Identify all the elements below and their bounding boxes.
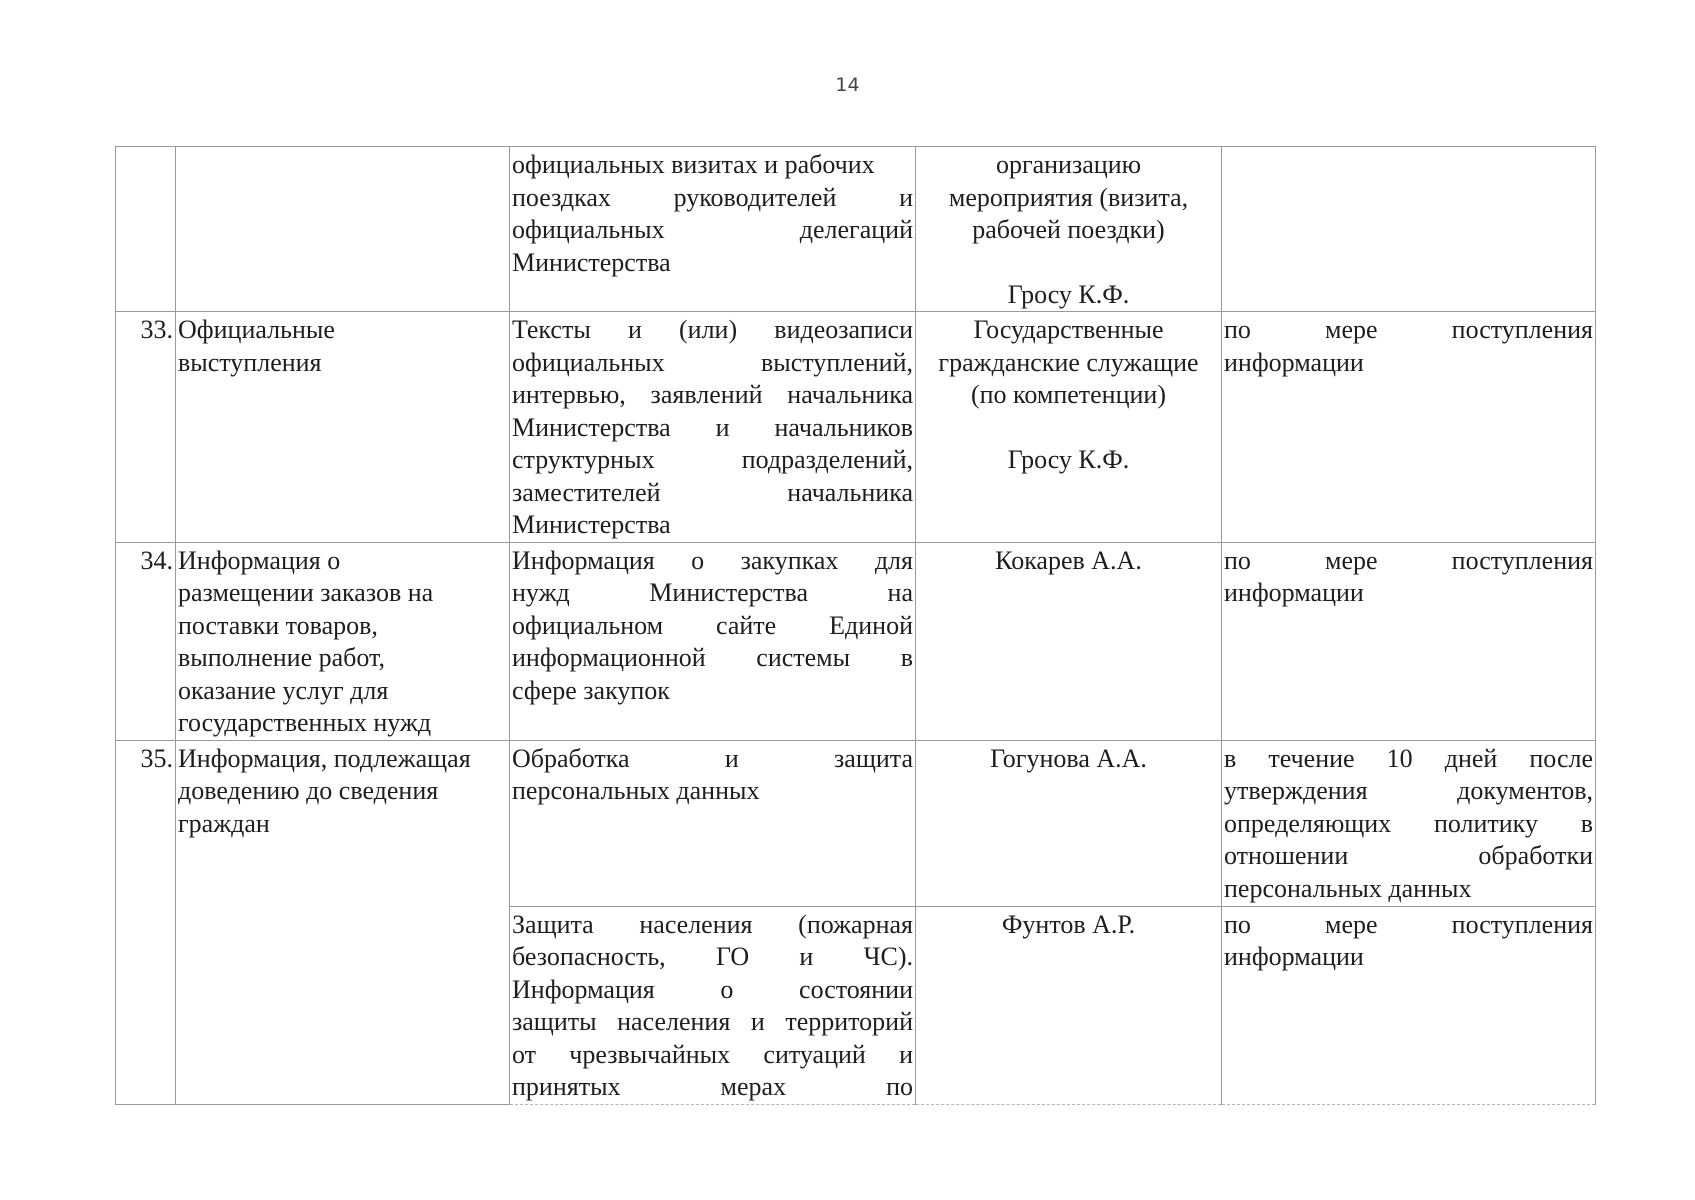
title-line: выступления — [178, 347, 322, 377]
title-line: Информация о — [178, 545, 341, 575]
title-line: оказание услуг для — [178, 675, 389, 705]
content-line: заместителей начальника — [512, 477, 913, 507]
responsible-line: (по компетенции) — [970, 380, 1166, 409]
content-line: Информация о закупках для — [512, 545, 913, 575]
row-number-cell — [116, 147, 176, 312]
content-line: Министерства — [512, 510, 671, 539]
period-line: утверждения документов, — [1224, 776, 1593, 805]
responsible-name: Гросу К.Ф. — [1007, 279, 1130, 309]
period-line: персональных данных — [1224, 873, 1472, 903]
period-line: по мере поступления — [1224, 545, 1593, 575]
content-line: информационной системы в — [512, 643, 913, 672]
row-number-cell: 35. — [116, 740, 176, 1104]
content-line: интервью, заявлений начальника — [512, 380, 913, 409]
title-line: граждан — [178, 808, 270, 838]
responsible-line: гражданские служащие — [938, 347, 1199, 377]
content-line: безопасность, ГО и ЧС). — [512, 942, 913, 971]
table-row — [116, 542, 1596, 740]
responsible-name: Фунтов А.Р. — [1001, 909, 1136, 939]
title-line: государственных нужд — [178, 708, 432, 737]
content-line: принятых мерах по — [512, 1072, 913, 1101]
row-period-cell — [1222, 312, 1596, 543]
content-line: поездках руководителей и — [512, 182, 913, 212]
period-line: по мере поступления — [1224, 909, 1593, 939]
content-line: от чрезвычайных ситуаций и — [512, 1039, 913, 1069]
row-period-cell — [1222, 147, 1596, 312]
row-responsible-cell — [916, 906, 1222, 1104]
content-line: Министерства — [512, 247, 671, 277]
document-table — [115, 146, 1596, 1105]
period-line: отношении обработки — [1224, 841, 1593, 870]
title-line: выполнение работ, — [178, 643, 385, 672]
responsible-name: Гросу К.Ф. — [1007, 444, 1130, 474]
period-line: в течение 10 дней после — [1224, 743, 1593, 773]
content-line: Тексты и (или) видеозаписи — [512, 315, 913, 344]
page-number: 14 — [835, 74, 860, 96]
content-line: официальных выступлений, — [512, 347, 913, 377]
title-line: доведению до сведения — [178, 776, 439, 805]
row-content-cell — [510, 542, 916, 740]
responsible-name: Гогунова А.А. — [990, 743, 1147, 773]
content-line: официальных делегаций — [512, 215, 913, 244]
period-line: информации — [1224, 942, 1364, 971]
row-content-cell — [510, 740, 916, 906]
row-responsible-cell — [916, 147, 1222, 312]
row-period-cell — [1222, 740, 1596, 906]
row-period-cell — [1222, 542, 1596, 740]
table-row — [116, 740, 1596, 906]
content-line: Защита населения (пожарная — [512, 909, 913, 939]
row-title-cell — [176, 740, 510, 1104]
content-line: официальных визитах и рабочих — [512, 150, 875, 179]
content-line: Министерства и начальников — [512, 412, 913, 442]
row-content-cell — [510, 312, 916, 543]
row-responsible-cell — [916, 312, 1222, 543]
content-line: Обработка и защита — [512, 743, 913, 773]
table-row — [116, 147, 1596, 312]
content-line: структурных подразделений, — [512, 445, 913, 474]
content-line: официальном сайте Единой — [512, 610, 913, 640]
responsible-line: организацию — [995, 150, 1142, 179]
responsible-name: Кокарев А.А. — [995, 545, 1142, 575]
responsible-line: Государственные — [973, 315, 1164, 344]
content-line: Информация о состоянии — [512, 974, 913, 1004]
title-line: поставки товаров, — [178, 610, 378, 640]
title-line: Информация, подлежащая — [178, 743, 471, 773]
content-line: защиты населения и территорий — [512, 1007, 913, 1036]
period-line: информации — [1224, 578, 1364, 607]
table-row — [116, 312, 1596, 543]
content-line: нужд Министерства на — [512, 578, 913, 607]
content-line: сфере закупок — [512, 675, 670, 705]
responsible-line: рабочей поездки) — [972, 215, 1165, 244]
title-line: размещении заказов на — [178, 578, 434, 607]
row-title-cell — [176, 312, 510, 543]
row-content-cell — [510, 906, 916, 1104]
row-period-cell — [1222, 906, 1596, 1104]
row-responsible-cell — [916, 542, 1222, 740]
row-number-cell: 33. — [116, 312, 176, 543]
content-line: персональных данных — [512, 776, 760, 805]
title-line: Официальные — [178, 315, 335, 344]
period-line: информации — [1224, 347, 1364, 377]
row-number-cell: 34. — [116, 542, 176, 740]
row-content-cell — [510, 147, 916, 312]
row-title-cell — [176, 147, 510, 312]
responsible-line: мероприятия (визита, — [948, 182, 1189, 212]
period-line: по мере поступления — [1224, 315, 1593, 344]
row-title-cell — [176, 542, 510, 740]
period-line: определяющих политику в — [1224, 808, 1593, 838]
row-responsible-cell — [916, 740, 1222, 906]
